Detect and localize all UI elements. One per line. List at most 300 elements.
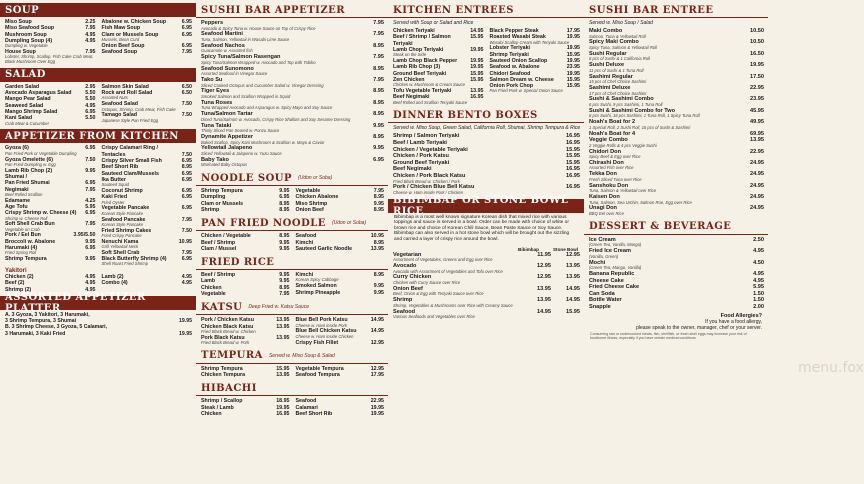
item-price: 6.95: [181, 19, 192, 25]
item-price: 4.95: [85, 102, 96, 109]
item-price: 15.95: [566, 83, 580, 90]
appetizer-header: APPETIZER FROM KITCHEN: [0, 129, 196, 143]
menu-item: [296, 372, 385, 378]
item-name: Broccoli w. Abalone: [5, 238, 56, 245]
item-price: 2.50: [753, 236, 764, 243]
menu-item: [393, 147, 580, 154]
item-description: Pan Fried Dumpling w. Egg: [5, 161, 56, 167]
item-price: 4.25: [85, 197, 96, 204]
item-name: Lamb Rib Chop (2): [5, 167, 53, 174]
item-price: 19.95: [566, 34, 580, 41]
item-price: 6.95: [181, 205, 192, 212]
item-name: Vegetarian: [393, 251, 422, 258]
menu-item: [296, 246, 385, 252]
item-description: Thinly Sliced Pan Seared w. Ponzu Sauce: [201, 128, 280, 134]
item-price: 17.95: [370, 372, 384, 379]
item-price: 12.95: [370, 339, 384, 346]
item-name: Seaweed Salad: [5, 102, 44, 109]
item-name: Tiger Eyes: [201, 88, 230, 95]
menu-item: [393, 133, 580, 140]
item-price: 19.95: [470, 64, 484, 71]
item-name: Pork Black Katsu: [201, 334, 245, 341]
item-name: Shrimp Tempura: [5, 256, 47, 263]
column-2: [196, 0, 388, 484]
item-price: 16.95: [566, 133, 580, 140]
item-name: Chicken: [201, 284, 222, 291]
menu-item: [5, 256, 96, 262]
item-price: 22.95: [750, 84, 764, 91]
item-name: Beef Short Rib: [101, 164, 139, 171]
bibimbap-header: BIBIMBAP OR STONE BOWL RICE: [388, 199, 584, 213]
item-name: Pork / Chicken Blue Bell Katsu: [393, 184, 475, 191]
menu-item: [393, 140, 580, 147]
item-name: Beef / Shrimp: [201, 272, 236, 279]
item-price: 19.95: [179, 318, 192, 325]
item-description: Lobster, Shrimp, Scallop, Fish Cake Crab Meat, Black Mushroom Over Egg: [5, 54, 94, 65]
item-description: Wasabi Scallop Cream with Teriyaki Sauce: [489, 39, 570, 45]
item-description: Korean Spicy Cabbage: [295, 277, 339, 283]
item-name: Kaki Fried: [101, 194, 128, 201]
item-price: 16.95: [566, 139, 580, 146]
item-name: Beef / Shrimp: [201, 239, 236, 246]
item-name: Chicken / Vegetable: [201, 233, 251, 240]
item-description: 2 Veggie Rolls & 4 pcs Veggie Sushi: [589, 142, 657, 148]
item-price: 6.95: [181, 170, 192, 177]
item-name: Roasted Wasabi Steak: [489, 34, 546, 41]
menu-item: [201, 372, 290, 378]
item-name: Clam / Mussel: [201, 245, 237, 252]
item-name: Fried Shrimp Cakes: [101, 227, 152, 234]
item-name: Shumai /: [5, 173, 28, 180]
item-price: 10.95: [178, 238, 192, 245]
item-price: 10.50: [750, 39, 764, 46]
item-description: Spicy Tuna/Salmon Wrapped w. Avocado and Top with Tobiko: [201, 59, 316, 65]
kitchen-header: KITCHEN ENTREES: [388, 3, 584, 18]
kitchen-section: [388, 28, 584, 105]
item-price-stone: 14.95: [566, 285, 580, 292]
item-name: Fried Ice Cream: [589, 248, 631, 255]
item-price: 13.95: [370, 245, 384, 252]
item-name: Blue Bell Pork Katsu: [295, 317, 348, 324]
item-description: Fried Black Bread w. Pork: [201, 340, 250, 346]
platter-header: ASSORTED APPETIZER PLATTER: [0, 296, 196, 310]
item-name: Gyoza (6): [5, 145, 29, 152]
item-name: Crispy Fish Fillet: [295, 339, 339, 346]
item-name: Dumpling: [201, 194, 226, 201]
item-price: 6.95: [373, 156, 384, 163]
item-name: Onion Beef: [393, 285, 423, 292]
tempura-header: TEMPURA Served w. Miso Soup & Salad: [196, 349, 388, 364]
item-name: Ground Beef Teriyaki: [393, 70, 447, 77]
item-price: 5.50: [85, 96, 96, 103]
item-price: 13.95: [276, 334, 290, 341]
item-name: Peppers: [201, 20, 224, 26]
item-price: 19.95: [276, 404, 290, 411]
item-description: Pan Fried Pork or Vegetable Dumpling: [5, 150, 77, 156]
item-name: Smoked Salmon: [295, 283, 337, 290]
item-name: Noah's Boat for 4: [589, 130, 636, 137]
item-name: Shrimp / Salmon Teriyaki: [393, 133, 460, 140]
item-description: 15 pcs of Chef Choice Sashimi: [589, 79, 647, 85]
item-price: 45.95: [750, 107, 764, 114]
item-description: Dumpling w. Vegetable: [5, 43, 48, 49]
item-price: 7.95: [181, 249, 192, 256]
item-name: Pork / Chicken Katsu: [201, 317, 254, 324]
item-description: Fried Crispy Pancake: [101, 232, 142, 238]
item-name: Pork / Eel Bun: [5, 232, 41, 239]
item-description: Mussels, Bean Curd: [101, 36, 140, 42]
item-name: Chicken / Pork Black Katsu: [393, 172, 466, 179]
item-price: 4.95: [85, 37, 96, 44]
panfried-header: PAN FRIED NOODLE (Udon or Soba): [196, 216, 388, 231]
soup-header: SOUP: [0, 3, 196, 17]
item-description: Various Seafoods and Vegetables over Rice: [393, 314, 475, 320]
column-1: [0, 0, 196, 484]
item-description: Salmon, Tuna & Yellowtail Roll: [589, 33, 646, 39]
item-description: Fried Spring Roll: [5, 250, 37, 256]
item-name: Salmon Skin Salad: [101, 83, 149, 90]
item-price: 16.50: [750, 50, 764, 57]
item-price: 8.95: [279, 200, 290, 207]
item-price: 9.95: [279, 272, 290, 279]
item-description: Avocado & Spicy Tuna w. House Sauce on Top of Crispy Rice: [201, 25, 316, 31]
item-name: Tofu Vegetable Teriyaki: [393, 87, 452, 94]
item-description: Vegetable on Crab: [5, 226, 40, 232]
item-name: Shrimp Teriyaki: [489, 51, 529, 58]
item-price: 19.95: [566, 57, 580, 64]
item-description: Chicken w. Mushroom & Cream Sauce: [393, 82, 465, 88]
item-description: 1 Special Roll, 2 Sushi Roll, 16 pcs of Sushi & Sashimi: [589, 124, 691, 130]
item-name: Ice Cream: [589, 236, 616, 243]
item-price: 7.95: [85, 48, 96, 55]
item-name: Crispy Shrimp w. Cheese (4): [5, 210, 77, 217]
item-name: Tentacles: [101, 151, 126, 158]
item-description: Marinated Baby Octopus: [201, 162, 248, 168]
item-description: 11 pcs of Sushi & 1 Tuna Roll: [589, 67, 644, 73]
item-name: Baby Tako: [201, 156, 229, 163]
item-name: Beef Negimaki: [393, 166, 432, 173]
item-description: Diced Tuna/Salmon w. Avocado, Crispy Rice Shallots and Soy Sesame Dressing: [201, 116, 351, 122]
item-price-stone: 14.95: [566, 297, 580, 304]
item-name: Veggie Combo: [589, 137, 628, 144]
item-price: 7.95: [181, 216, 192, 223]
item-price: 69.95: [750, 130, 764, 137]
item-name: Shrimp Pineapple: [295, 289, 341, 296]
item-description: Fried Black Bread w. Chicken: [201, 328, 256, 334]
column-4: [584, 0, 768, 484]
item-price: 4.50: [753, 259, 764, 266]
item-price: 8.95: [373, 133, 384, 140]
item-name: Blue Bell Chicken Katsu: [295, 328, 357, 335]
item-price: 2.25: [85, 19, 96, 25]
item-name: Lamb Chop Teriyaki: [393, 46, 444, 53]
item-price: 7.50: [181, 151, 192, 158]
menu-item: [393, 153, 580, 160]
item-price: 6.95: [181, 31, 192, 38]
item-price: 49.95: [750, 119, 764, 126]
item-name: Nenuchi Kama: [101, 238, 139, 245]
item-name: Chirashi Don: [589, 159, 624, 166]
item-price: 24.95: [750, 171, 764, 178]
item-description: Beef, Onion & Egg with Teriyaki Sauce over Rice: [393, 291, 484, 297]
item-price: 7.95: [85, 186, 96, 193]
item-price: 9.95: [373, 145, 384, 152]
item-price: 3.95/5.50: [73, 232, 96, 239]
menu-item: [589, 131, 764, 138]
allergy-notice: Food Allergies? If you have a food allergy, please speak to the owner, manager, chef or your server.: [636, 312, 762, 331]
item-description: Tuna, Salmon, Yellowtail in Wasabi Lime Sauce: [201, 36, 290, 42]
item-price: 16.95: [566, 184, 580, 191]
item-name: Sauteed Onion Scallop: [489, 57, 548, 64]
item-price: 9.95: [279, 188, 290, 195]
item-price: 12.95: [537, 263, 551, 270]
katsu-section: [196, 317, 388, 345]
item-name: Sushi & Sashimi Combo: [589, 96, 654, 103]
item-price: 8.95: [373, 65, 384, 72]
item-price: 4.95: [753, 248, 764, 255]
item-description: Chicken with Curry Sauce over Rice: [393, 280, 461, 286]
item-name: Steak / Lamb: [201, 404, 234, 411]
item-name: Sushi Regular: [589, 50, 627, 57]
menu-item: [393, 34, 484, 47]
item-description: 6 pcs Sushi, 9 pcs Sashimi, 1 Tuna Roll: [589, 101, 663, 107]
item-name: B. 3 Shrimp Cheese, 3 Gyoza, 5 Calamari,: [5, 324, 108, 331]
item-price: 24.95: [750, 194, 764, 201]
item-price: 9.95: [279, 278, 290, 285]
item-price: 7.95: [181, 48, 192, 55]
item-name: Calamari: [295, 404, 318, 411]
item-name: Seafood: [295, 233, 317, 240]
item-price: 9.95: [85, 167, 96, 174]
menu-item: [296, 290, 385, 296]
item-price: 19.95: [370, 411, 384, 418]
item-name: Mango Pear Salad: [5, 96, 51, 103]
item-name: Can Soda: [589, 290, 615, 297]
item-price: 15.95: [566, 159, 580, 166]
item-name: Lamb: [201, 278, 216, 285]
item-name: Unagi Don: [589, 205, 617, 212]
item-name: Tamago Salad: [101, 112, 138, 119]
menu-item: [102, 49, 193, 55]
item-price: 6.95: [85, 109, 96, 116]
item-price: 15.95: [566, 76, 580, 83]
item-name: Miso Seafood Soup: [5, 25, 55, 32]
item-price: 7.50: [181, 227, 192, 234]
item-name: Lobster Teriyaki: [489, 45, 531, 52]
item-price: 15.95: [566, 153, 580, 160]
item-price: 9.95: [279, 245, 290, 252]
item-price: 19.95: [566, 70, 580, 77]
item-price-stone: 13.95: [566, 274, 580, 281]
item-price: 9.95: [85, 256, 96, 263]
hibachi-section: [196, 398, 388, 417]
menu-item: [201, 411, 290, 417]
item-name: Beef / Lamb Teriyaki: [393, 139, 447, 146]
item-price-stone: 13.95: [566, 263, 580, 270]
item-name: Noah's Boat for 2: [589, 119, 636, 126]
item-name: Vegetable: [295, 188, 321, 195]
item-price: 13.95: [276, 323, 290, 330]
item-price: 4.95: [85, 274, 96, 281]
item-name: Kimchi: [295, 272, 314, 279]
item-description: (Green Tea, Vanilla, Mango): [589, 242, 642, 248]
item-name: Vegetable Pancake: [101, 205, 150, 212]
item-price: 19.95: [566, 45, 580, 52]
item-name: Crispy Calamari Ring /: [101, 145, 159, 152]
item-name: Crispy Silver Small Fish: [101, 158, 162, 165]
item-price: 15.95: [566, 51, 580, 58]
friedrice-header: FRIED RICE: [196, 255, 388, 270]
item-name: Spicy Tuna/Salmon Rasengan: [201, 54, 281, 61]
item-name: Chidori Don: [589, 148, 622, 155]
item-price: 5.50: [85, 115, 96, 122]
item-price: 19.95: [179, 330, 192, 337]
menu-item: [589, 278, 764, 285]
item-name: Salmon Dream w. Cheese: [489, 76, 554, 83]
menu-item: [201, 291, 290, 297]
item-name: Fried Cheese Cake: [589, 284, 640, 291]
item-name: Lamb Chop Black Pepper: [393, 57, 458, 64]
item-description: Sauteed Squid: [101, 182, 129, 188]
item-description: Spicy Beef & Egg over Rice: [589, 154, 641, 160]
tempura-section: [196, 366, 388, 379]
item-description: Shrimp w. Cheese Roll: [5, 215, 48, 221]
item-price: 11.95: [537, 251, 551, 258]
item-price: 7.95: [373, 188, 384, 195]
menu-item: [589, 284, 764, 291]
item-description: Assorted Fish over Rice: [589, 165, 634, 171]
item-price: 8.95: [181, 164, 192, 171]
item-price: 16.95: [566, 172, 580, 179]
item-price: 19.95: [470, 57, 484, 64]
item-name: Kani Salad: [5, 115, 33, 122]
bibimbap-columns: Bibimbap Stone Bowl: [518, 246, 578, 252]
item-name: Seafood: [393, 308, 416, 315]
item-name: Seafood Soup: [101, 48, 138, 55]
item-description: (Vanilla, Green): [589, 253, 619, 259]
item-price: 6.95: [181, 42, 192, 49]
item-price: 7.95: [373, 20, 384, 26]
item-price: 15.95: [566, 146, 580, 153]
item-name: Yellowtail Jalapeno: [201, 145, 253, 152]
item-price: 6.95: [279, 194, 290, 201]
item-price: 17.95: [566, 28, 580, 34]
item-price: 8.95: [373, 111, 384, 118]
item-name: Chicken Abalone: [295, 194, 339, 201]
item-price: 23.95: [750, 96, 764, 103]
item-name: Coconut Shrimp: [101, 188, 143, 195]
item-price: 13.95: [537, 285, 551, 292]
item-name: Soft Shell Crab: [101, 249, 140, 256]
item-price: 24.95: [750, 159, 764, 166]
item-name: Shrimp Tempura: [201, 365, 243, 372]
item-description: Octopus, Shrimp, Crab Meat, Fish Cake: [101, 106, 176, 112]
item-description: Assorted Nuts: [101, 95, 128, 101]
item-name: Sushi & Sashimi Combo for Two: [589, 107, 675, 114]
item-name: Curry Chicken: [393, 274, 432, 281]
sushi-entree-list: [584, 28, 768, 217]
item-name: Ground Beef Teriyaki: [393, 159, 450, 166]
item-price: 14.95: [370, 328, 384, 335]
item-description: Fresh Sliced Tuna over Rice: [589, 176, 642, 182]
item-price: 4.95: [181, 274, 192, 281]
item-price: 4.95: [85, 286, 96, 293]
item-name: Seafood Martini: [201, 31, 243, 38]
item-name: Vegetable Tempura: [295, 365, 344, 372]
item-price-stone: 12.95: [566, 251, 580, 258]
item-name: Chidori Seafood: [489, 70, 531, 77]
item-price: 6.95: [85, 145, 96, 152]
watermark: menu.fox: [798, 360, 864, 376]
item-price: 7.50: [85, 156, 96, 163]
item-price: 9.95: [373, 283, 384, 290]
item-name: Shrimp (2): [5, 286, 32, 293]
item-name: Pan Fried Shumai: [5, 180, 50, 187]
item-price: 1.50: [753, 290, 764, 297]
item-name: Tuna Tataki: [201, 122, 232, 129]
item-description: Beef Rolled Scallion: [5, 191, 43, 197]
item-name: Sushi Deluxe: [589, 62, 625, 69]
item-price: 4.95: [85, 280, 96, 287]
item-price: 16.95: [276, 411, 290, 418]
item-name: Snapple: [589, 303, 611, 310]
item-price: 2.00: [753, 303, 764, 310]
item-price: 6.95: [85, 210, 96, 217]
menu-item: [589, 291, 764, 298]
item-price: 14.95: [470, 28, 484, 34]
item-price: 16.95: [470, 94, 484, 101]
item-name: Chicken / Pork Katsu: [393, 153, 449, 160]
item-description: Tuna Wrapped Avocado and Asparagus w. Spicy Mayo and Soy Sauce: [201, 105, 333, 111]
item-description: (Green Tea, Mango, Vanilla): [589, 265, 642, 271]
bibimbap-list: [388, 252, 584, 320]
item-price: 6.95: [181, 256, 192, 263]
item-price: 12.95: [537, 274, 551, 281]
item-name: Sauteed Clam/Mussels: [101, 170, 159, 177]
item-price: 7.95: [373, 31, 384, 38]
item-name: Chicken: [201, 411, 222, 418]
item-price: 8.95: [279, 284, 290, 291]
item-name: Edamame: [5, 197, 31, 204]
item-name: Seafood: [295, 398, 317, 405]
item-price: 14.95: [537, 308, 551, 315]
item-name: Avocado: [393, 263, 417, 270]
item-name: Maki Combo: [589, 28, 623, 34]
panfried-section: [196, 233, 388, 252]
item-price: 4.95: [753, 271, 764, 278]
item-price: 5.95: [753, 284, 764, 291]
item-price: 19.95: [370, 404, 384, 411]
item-name: Seafood Tempura: [295, 372, 340, 379]
item-price: 8.95: [279, 233, 290, 240]
item-price: 23.95: [566, 64, 580, 71]
item-name: Zen Chicken: [393, 76, 425, 83]
item-name: Tako Su: [201, 76, 223, 83]
item-description: Fried Black Bread w. Chicken / Pork: [393, 178, 460, 184]
item-price: 15.95: [470, 76, 484, 83]
menu-item: [201, 246, 290, 252]
item-name: Shrimp / Scallop: [201, 398, 243, 405]
item-name: Kimchi: [295, 239, 314, 246]
item-price: 7.95: [279, 291, 290, 298]
item-name: Cheese Cake: [589, 277, 624, 284]
item-name: Age Tofu: [5, 203, 28, 210]
item-price: 8.95: [373, 206, 384, 213]
item-price: 13.95: [537, 297, 551, 304]
menu-item: [5, 331, 192, 337]
soup-section: [0, 19, 196, 65]
item-price: 6.95: [85, 180, 96, 187]
